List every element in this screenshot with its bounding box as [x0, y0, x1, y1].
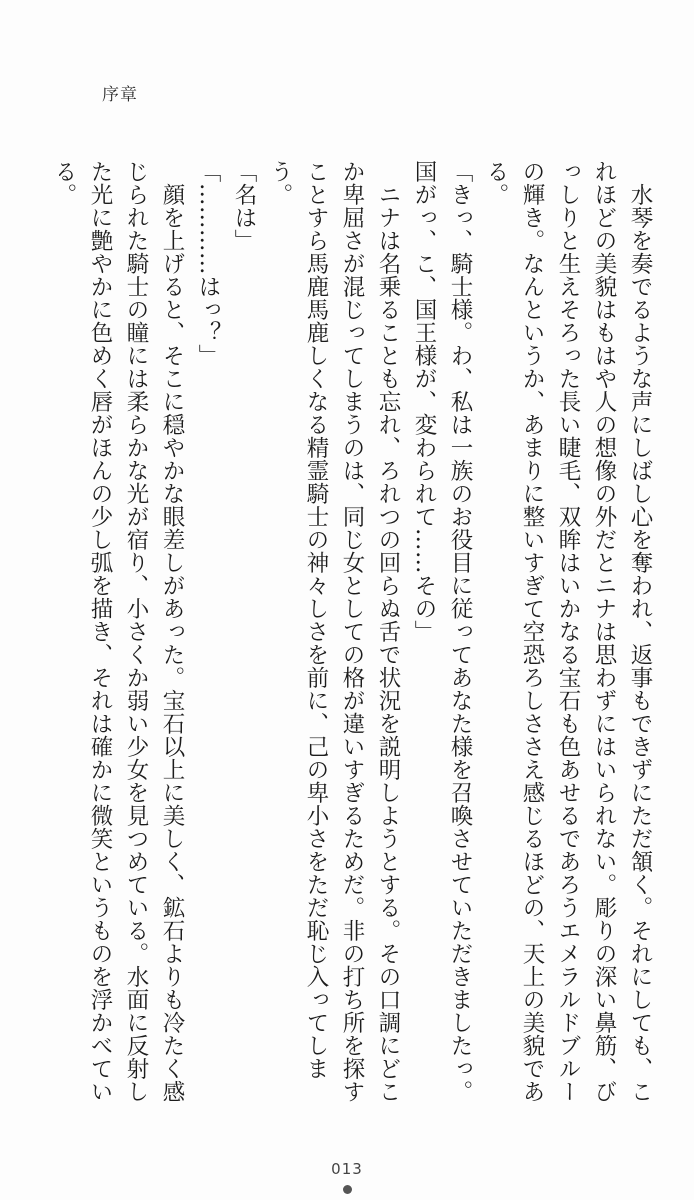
paragraph-dialogue-2: 「名は」: [231, 160, 257, 252]
vertical-text-body: [51, 160, 658, 1120]
page-dot-icon: [343, 1185, 352, 1194]
paragraph-dialogue-1: 「きっ、騎士様。わ、私は一族のお役目に従ってあなた様を召喚させていただきましたっ。国がっ、こ、国王様が、変わられて……その」: [411, 160, 473, 1103]
paragraph-dialogue-3: 「…………はっ？」: [195, 160, 221, 367]
paragraph-narration-1: 水琴を奏でるような声にしばし心を奪われ、返事もできずにただ頷く。それにしても、これほどの美貌はもはや人の想像の外だとニナは思わずにはいられない。彫りの深い鼻筋、びっしりと生えそろった長い睫毛、双眸はいかなる宝石も色あせるであろうエメラルドブルーの輝き。なんというか、あまりに整いすぎて空恐ろしささえ感じるほどの、天上の美貌である。: [483, 160, 653, 1103]
chapter-header: 序章: [102, 85, 138, 105]
page-number: 013: [331, 1160, 363, 1178]
paragraph-narration-2: ニナは名乗ることも忘れ、ろれつの回らぬ舌で状況を説明しようとする。その口調にどこか卑屈さが混じってしまうのは、同じ女としての格が違いすぎるためだ。非の打ち所を探すことすら馬鹿馬鹿しくなる精霊騎士の神々しさを前に、己の卑小さをただ恥じ入ってしまう。: [267, 160, 401, 1103]
paragraph-narration-3: 顔を上げると、そこに穏やかな眼差しがあった。宝石以上に美しく、鉱石よりも冷たく感じられた騎士の瞳には柔らかな光が宿り、小さくか弱い少女を見つめている。水面に反射した光に艶やかに色めく唇がほんの少し弧を描き、それは確かに微笑というものを浮かべている。: [51, 160, 185, 1103]
